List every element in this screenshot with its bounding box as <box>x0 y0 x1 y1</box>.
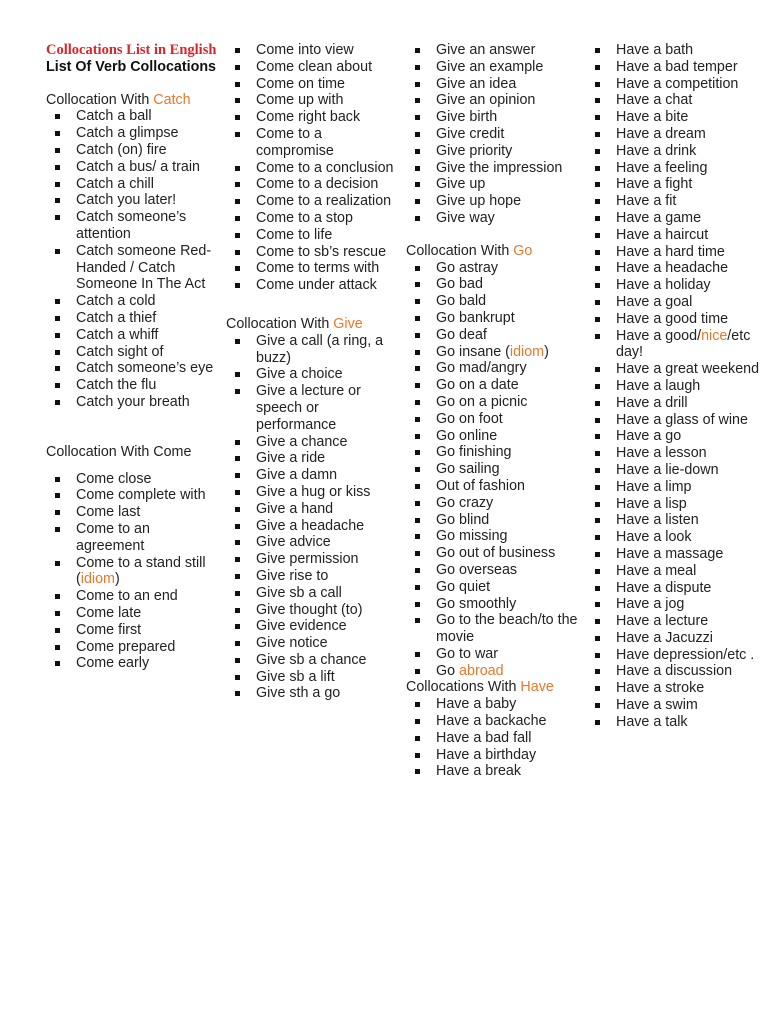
list-item-have: Have a lie-down <box>586 462 762 479</box>
list-item-catch: Catch (on) fire <box>46 142 222 159</box>
list-item-have: Have a bath <box>586 42 762 59</box>
list-item-go: Go bad <box>406 276 582 293</box>
list-item-come: Come clean about <box>226 59 402 76</box>
list-item-have: Have a stroke <box>586 680 762 697</box>
list-item-have: Have a bite <box>586 109 762 126</box>
list-item-catch: Catch someone Red-Handed / Catch Someone In The Act <box>46 243 222 293</box>
list-item-come: Come prepared <box>46 639 222 656</box>
list-item-come: Come to an agreement <box>46 521 222 555</box>
list-item-come: Come close <box>46 471 222 488</box>
list-item-come: Come to a realization <box>226 193 402 210</box>
list-item-have: Have a dispute <box>586 580 762 597</box>
column-1 <box>46 42 222 672</box>
column-2 <box>226 42 402 702</box>
list-item-come: Come first <box>46 622 222 639</box>
list-item-come: Come to sb’s rescue <box>226 244 402 261</box>
list-item-go: Go sailing <box>406 461 582 478</box>
list-item-have: Have a Jacuzzi <box>586 630 762 647</box>
list-item-have: Have a good time <box>586 311 762 328</box>
highlighted-word: nice <box>701 327 728 344</box>
list-come-part-2 <box>226 42 402 294</box>
list-item-give: Give way <box>406 210 582 227</box>
section-catch <box>46 92 222 411</box>
list-item-catch: Catch someone’s attention <box>46 209 222 243</box>
list-item-have: Have a discussion <box>586 663 762 680</box>
highlighted-word: idiom <box>509 343 545 360</box>
list-item-have: Have a limp <box>586 479 762 496</box>
list-item-come: Come to a stop <box>226 210 402 227</box>
list-item-go: Go on foot <box>406 411 582 428</box>
list-item-give: Give a headache <box>226 518 402 535</box>
list-item-go: Go blind <box>406 512 582 529</box>
list-item-go: Go on a picnic <box>406 394 582 411</box>
list-item-have: Have a backache <box>406 713 582 730</box>
list-item-have: Have a headache <box>586 260 762 277</box>
list-item-give: Give a call (a ring, a buzz) <box>226 333 402 367</box>
list-item-have: Have a good/nice/etc day! <box>586 328 762 362</box>
list-item-have: Have a talk <box>586 714 762 731</box>
list-item-give: Give thought (to) <box>226 602 402 619</box>
list-item-have: Have a break <box>406 763 582 780</box>
section-heading-come: Collocation With Come <box>46 443 192 460</box>
list-item-give: Give a hug or kiss <box>226 484 402 501</box>
document-subtitle: List Of Verb Collocations <box>46 58 216 75</box>
list-item-give: Give permission <box>226 551 402 568</box>
list-item-give: Give evidence <box>226 618 402 635</box>
list-item-go: Out of fashion <box>406 478 582 495</box>
list-item-give: Give advice <box>226 534 402 551</box>
list-item-come: Come to a decision <box>226 176 402 193</box>
column-4 <box>586 42 762 731</box>
list-item-come: Come last <box>46 504 222 521</box>
list-item-give: Give a lecture or speech or performance <box>226 383 402 433</box>
section-heading-go: Collocation With Go <box>406 242 533 259</box>
list-item-come: Come late <box>46 605 222 622</box>
section-give <box>226 316 402 702</box>
section-come <box>46 444 222 672</box>
document-title: Collocations List in English <box>46 42 217 58</box>
list-item-give: Give birth <box>406 109 582 126</box>
list-item-have: Have a drill <box>586 395 762 412</box>
list-item-have: Have a game <box>586 210 762 227</box>
list-give-part-1 <box>226 333 402 703</box>
list-item-have: Have a goal <box>586 294 762 311</box>
list-item-give: Give up <box>406 176 582 193</box>
list-item-go: Go bald <box>406 293 582 310</box>
section-heading-catch: Collocation With Catch <box>46 91 191 108</box>
list-item-go: Go bankrupt <box>406 310 582 327</box>
list-item-have: Have a great weekend <box>586 361 762 378</box>
list-item-go: Go to the beach/to the movie <box>406 612 582 646</box>
list-item-give: Give sb a call <box>226 585 402 602</box>
list-item-come: Come to a compromise <box>226 126 402 160</box>
list-item-give: Give a choice <box>226 366 402 383</box>
list-item-catch: Catch you later! <box>46 192 222 209</box>
list-item-catch: Catch a cold <box>46 293 222 310</box>
list-item-go: Go missing <box>406 528 582 545</box>
list-item-give: Give the impression <box>406 160 582 177</box>
list-item-catch: Catch a thief <box>46 310 222 327</box>
list-item-have: Have a dream <box>586 126 762 143</box>
list-item-give: Give sb a chance <box>226 652 402 669</box>
highlighted-word: idiom <box>80 571 115 588</box>
list-item-have: Have a lecture <box>586 613 762 630</box>
list-item-have: Have a listen <box>586 512 762 529</box>
list-item-catch: Catch a chill <box>46 176 222 193</box>
list-item-have: Have a baby <box>406 696 582 713</box>
list-item-go: Go astray <box>406 260 582 277</box>
section-heading-give: Collocation With Give <box>226 315 363 332</box>
list-item-have: Have a massage <box>586 546 762 563</box>
section-heading-have: Collocations With Have <box>406 679 554 696</box>
list-item-go: Go to war <box>406 646 582 663</box>
list-item-go: Go online <box>406 428 582 445</box>
list-item-have: Have a swim <box>586 697 762 714</box>
list-item-have: Have a feeling <box>586 160 762 177</box>
list-item-give: Give sth a go <box>226 685 402 702</box>
list-item-go: Go mad/angry <box>406 360 582 377</box>
list-item-have: Have a go <box>586 428 762 445</box>
list-item-have: Have a jog <box>586 596 762 613</box>
list-item-come: Come up with <box>226 92 402 109</box>
highlighted-word: abroad <box>459 662 504 679</box>
list-item-give: Give a hand <box>226 501 402 518</box>
list-item-come: Come into view <box>226 42 402 59</box>
list-item-have: Have a fit <box>586 193 762 210</box>
list-item-give: Give an answer <box>406 42 582 59</box>
list-item-have: Have a bad temper <box>586 59 762 76</box>
list-item-have: Have a drink <box>586 143 762 160</box>
list-come-part-1 <box>46 471 222 673</box>
list-item-have: Have a fight <box>586 176 762 193</box>
list-catch <box>46 108 222 410</box>
list-item-come: Come to terms with <box>226 260 402 277</box>
list-item-give: Give a chance <box>226 434 402 451</box>
list-item-give: Give notice <box>226 635 402 652</box>
list-item-catch: Catch someone’s eye <box>46 360 222 377</box>
list-item-have: Have a birthday <box>406 747 582 764</box>
list-item-go: Go smoothly <box>406 596 582 613</box>
list-item-go: Go overseas <box>406 562 582 579</box>
list-item-go: Go abroad <box>406 663 582 680</box>
list-item-have: Have a look <box>586 529 762 546</box>
list-item-go: Go finishing <box>406 444 582 461</box>
list-item-give: Give an example <box>406 59 582 76</box>
list-item-have: Have a haircut <box>586 227 762 244</box>
list-item-catch: Catch your breath <box>46 394 222 411</box>
list-item-have: Have a competition <box>586 76 762 93</box>
list-item-have: Have a lisp <box>586 496 762 513</box>
list-item-have: Have a laugh <box>586 378 762 395</box>
list-item-catch: Catch a whiff <box>46 327 222 344</box>
section-go <box>406 243 582 680</box>
list-item-come: Come on time <box>226 76 402 93</box>
section-have <box>406 679 582 780</box>
column-3 <box>406 42 582 780</box>
list-item-come: Come to a stand still (idiom) <box>46 555 222 589</box>
list-item-have: Have a chat <box>586 92 762 109</box>
list-item-have: Have a holiday <box>586 277 762 294</box>
list-item-come: Come to life <box>226 227 402 244</box>
list-item-catch: Catch a glimpse <box>46 125 222 142</box>
list-item-catch: Catch sight of <box>46 344 222 361</box>
list-item-give: Give up hope <box>406 193 582 210</box>
list-item-give: Give rise to <box>226 568 402 585</box>
list-item-come: Come right back <box>226 109 402 126</box>
list-item-have: Have a hard time <box>586 244 762 261</box>
list-item-catch: Catch the flu <box>46 377 222 394</box>
list-item-give: Give a ride <box>226 450 402 467</box>
list-item-go: Go crazy <box>406 495 582 512</box>
list-item-come: Come to an end <box>46 588 222 605</box>
list-item-have: Have a meal <box>586 563 762 580</box>
list-item-give: Give an opinion <box>406 92 582 109</box>
list-item-have: Have a glass of wine <box>586 412 762 429</box>
list-have-part-1 <box>406 696 582 780</box>
list-item-come: Come complete with <box>46 487 222 504</box>
list-go <box>406 260 582 680</box>
list-item-have: Have a lesson <box>586 445 762 462</box>
list-item-go: Go insane (idiom) <box>406 344 582 361</box>
list-item-give: Give a damn <box>226 467 402 484</box>
list-item-catch: Catch a ball <box>46 108 222 125</box>
list-item-have: Have depression/etc . <box>586 647 762 664</box>
list-item-come: Come early <box>46 655 222 672</box>
list-have-part-2 <box>586 42 762 731</box>
list-item-come: Come to a conclusion <box>226 160 402 177</box>
list-item-catch: Catch a bus/ a train <box>46 159 222 176</box>
list-item-give: Give priority <box>406 143 582 160</box>
list-item-go: Go deaf <box>406 327 582 344</box>
list-item-go: Go quiet <box>406 579 582 596</box>
list-give-part-2 <box>406 42 582 227</box>
list-item-go: Go on a date <box>406 377 582 394</box>
list-item-go: Go out of business <box>406 545 582 562</box>
list-item-have: Have a bad fall <box>406 730 582 747</box>
list-item-give: Give sb a lift <box>226 669 402 686</box>
list-item-give: Give an idea <box>406 76 582 93</box>
list-item-come: Come under attack <box>226 277 402 294</box>
list-item-give: Give credit <box>406 126 582 143</box>
